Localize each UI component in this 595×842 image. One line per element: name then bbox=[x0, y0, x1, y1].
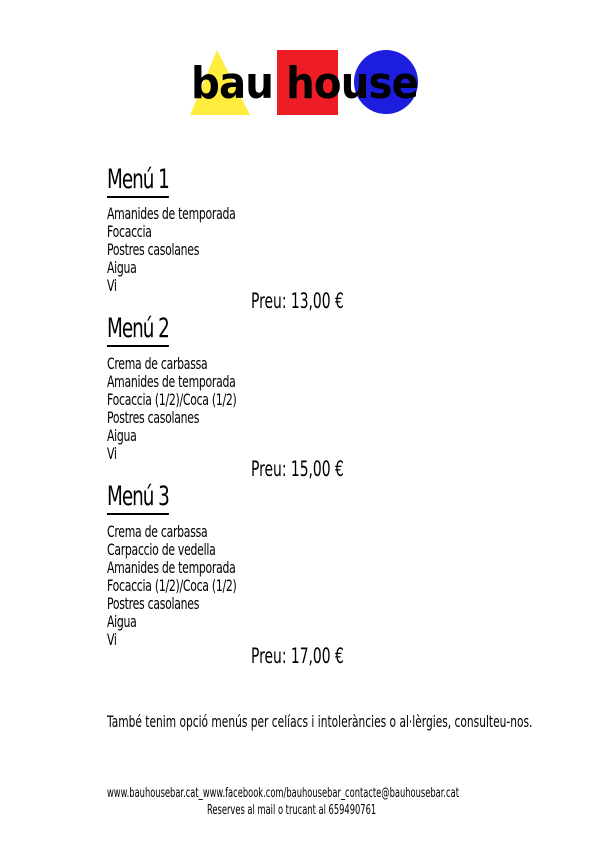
list-item: Crema de carbassa bbox=[107, 354, 208, 373]
menu-2-items bbox=[107, 355, 297, 463]
list-item: Focaccia bbox=[107, 222, 152, 241]
list-item: Aigua bbox=[107, 426, 137, 445]
list-item: Postres casolanes bbox=[107, 408, 200, 427]
menu-2-title: Menú 2 bbox=[107, 314, 169, 347]
list-item: Vi bbox=[107, 630, 117, 649]
list-item: Postres casolanes bbox=[107, 594, 200, 613]
list-item: Vi bbox=[107, 444, 117, 463]
list-item: Aigua bbox=[107, 612, 137, 631]
list-item: Vi bbox=[107, 276, 117, 295]
menu-1-price: Preu: 13,00 € bbox=[251, 289, 344, 313]
list-item: Carpaccio de vedella bbox=[107, 540, 216, 559]
list-item: Focaccia (1/2)/Coca (1/2) bbox=[107, 576, 237, 595]
menu-3-title: Menú 3 bbox=[107, 482, 169, 515]
footer-reservation-info: Reserves al mail o trucant al 659490761 bbox=[207, 803, 377, 818]
logo-wordmark: bau house bbox=[191, 58, 418, 109]
list-item: Aigua bbox=[107, 258, 137, 277]
list-item: Focaccia (1/2)/Coca (1/2) bbox=[107, 390, 237, 409]
list-item: Amanides de temporada bbox=[107, 204, 236, 223]
menu-3-items bbox=[107, 523, 297, 649]
menu-3-price: Preu: 17,00 € bbox=[251, 644, 344, 668]
dietary-note: També tenim opció menús per celíacs i intoleràncies o al·lèrgies, consulteu-nos. bbox=[107, 712, 533, 731]
menu-2-price: Preu: 15,00 € bbox=[251, 457, 344, 481]
list-item: Amanides de temporada bbox=[107, 558, 236, 577]
menu-1-title: Menú 1 bbox=[107, 165, 169, 198]
footer-contact-links: www.bauhousebar.cat_www.facebook.com/bauhousebar_contacte@bauhousebar.cat bbox=[107, 786, 459, 801]
list-item: Amanides de temporada bbox=[107, 372, 236, 391]
list-item: Postres casolanes bbox=[107, 240, 200, 259]
menu-1-items bbox=[107, 205, 296, 295]
logo-graphic bbox=[190, 47, 420, 117]
bauhouse-logo bbox=[190, 47, 420, 117]
list-item: Crema de carbassa bbox=[107, 522, 208, 541]
